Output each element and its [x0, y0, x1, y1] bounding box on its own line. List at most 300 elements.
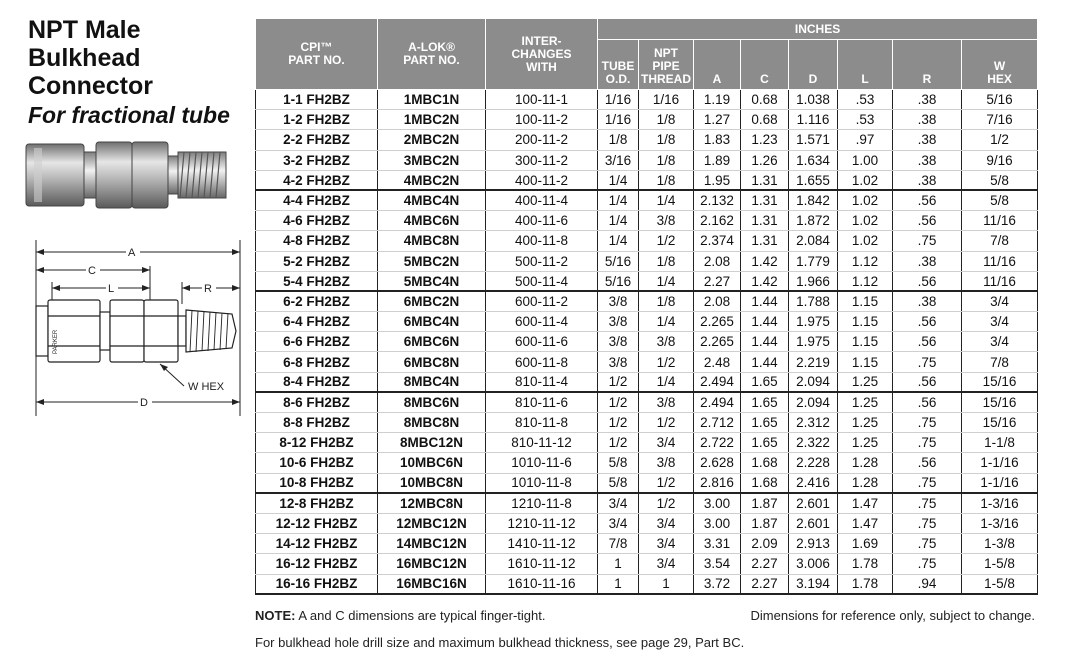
- header-r: R: [893, 40, 962, 90]
- table-cell: 5-2 FH2BZ: [256, 251, 378, 271]
- table-cell: 600-11-8: [486, 352, 598, 372]
- table-cell: 1.65: [741, 372, 789, 392]
- table-cell: 1010-11-8: [486, 473, 598, 493]
- table-row: [256, 271, 1038, 291]
- table-cell: 5-4 FH2BZ: [256, 271, 378, 291]
- table-cell: 1.69: [838, 534, 893, 554]
- table-row: [256, 332, 1038, 352]
- table-cell: 16-16 FH2BZ: [256, 574, 378, 594]
- table-cell: 1.655: [789, 170, 838, 190]
- table-cell: 1/8: [639, 150, 694, 170]
- table-cell: 1/2: [639, 231, 694, 251]
- table-cell: 2.228: [789, 453, 838, 473]
- header-d: D: [789, 40, 838, 90]
- table-cell: 1-3/8: [962, 534, 1038, 554]
- table-cell: 2.265: [694, 332, 741, 352]
- table-cell: 11/16: [962, 271, 1038, 291]
- table-cell: 15/16: [962, 392, 1038, 412]
- note-finger-tight: [255, 608, 545, 623]
- table-cell: 1410-11-12: [486, 534, 598, 554]
- table-cell: 10MBC8N: [378, 473, 486, 493]
- table-row: [256, 534, 1038, 554]
- table-cell: 1.31: [741, 170, 789, 190]
- table-cell: 5/16: [598, 251, 639, 271]
- table-cell: 2MBC2N: [378, 130, 486, 150]
- table-cell: .56: [893, 372, 962, 392]
- table-cell: 6-8 FH2BZ: [256, 352, 378, 372]
- table-row: [256, 473, 1038, 493]
- table-cell: 12-8 FH2BZ: [256, 493, 378, 513]
- table-cell: 600-11-6: [486, 332, 598, 352]
- table-cell: 810-11-12: [486, 433, 598, 453]
- table-cell: 1/4: [639, 190, 694, 210]
- table-cell: 1/2: [639, 493, 694, 513]
- table-cell: 8-8 FH2BZ: [256, 413, 378, 433]
- table-cell: 1/2: [639, 473, 694, 493]
- table-cell: 2.27: [741, 574, 789, 594]
- table-cell: 1.44: [741, 291, 789, 311]
- table-cell: 2.494: [694, 372, 741, 392]
- table-cell: 3/4: [598, 513, 639, 533]
- table-cell: 3.00: [694, 513, 741, 533]
- table-cell: 2.094: [789, 372, 838, 392]
- table-cell: 1.44: [741, 312, 789, 332]
- table-cell: 1.25: [838, 392, 893, 412]
- table-cell: .75: [893, 433, 962, 453]
- table-row: [256, 554, 1038, 574]
- table-cell: 400-11-6: [486, 211, 598, 231]
- table-row: [256, 372, 1038, 392]
- table-cell: 1.12: [838, 271, 893, 291]
- table-cell: 2.628: [694, 453, 741, 473]
- table-cell: 4-6 FH2BZ: [256, 211, 378, 231]
- table-cell: 2.08: [694, 251, 741, 271]
- table-cell: 1/2: [598, 392, 639, 412]
- table-cell: 2.08: [694, 291, 741, 311]
- table-cell: 3/4: [639, 534, 694, 554]
- table-cell: 1/16: [598, 110, 639, 130]
- table-cell: .75: [893, 554, 962, 574]
- table-cell: 1.788: [789, 291, 838, 311]
- table-cell: 1.02: [838, 190, 893, 210]
- table-cell: 4MBC6N: [378, 211, 486, 231]
- table-cell: 2.27: [694, 271, 741, 291]
- note-label: NOTE:: [255, 608, 296, 623]
- table-cell: 6MBC6N: [378, 332, 486, 352]
- table-cell: 1.975: [789, 332, 838, 352]
- table-cell: 1-1/8: [962, 433, 1038, 453]
- table-cell: 3-2 FH2BZ: [256, 150, 378, 170]
- table-cell: 3/16: [598, 150, 639, 170]
- table-cell: 1-3/16: [962, 493, 1038, 513]
- table-cell: 2.27: [741, 554, 789, 574]
- table-cell: 5/16: [598, 271, 639, 291]
- table-cell: 3/8: [639, 392, 694, 412]
- table-cell: 3/4: [639, 554, 694, 574]
- header-c: C: [741, 40, 789, 90]
- table-cell: 4-4 FH2BZ: [256, 190, 378, 210]
- title-block: [28, 16, 253, 130]
- table-cell: 1.28: [838, 453, 893, 473]
- table-cell: 12MBC8N: [378, 493, 486, 513]
- table-cell: 1.87: [741, 513, 789, 533]
- table-cell: 10-6 FH2BZ: [256, 453, 378, 473]
- table-cell: 1.31: [741, 211, 789, 231]
- table-cell: 3.006: [789, 554, 838, 574]
- table-cell: 2-2 FH2BZ: [256, 130, 378, 150]
- table-cell: 8-12 FH2BZ: [256, 433, 378, 453]
- table-cell: 5MBC4N: [378, 271, 486, 291]
- table-cell: 1.78: [838, 554, 893, 574]
- table-cell: 3/8: [639, 453, 694, 473]
- table-cell: 1.00: [838, 150, 893, 170]
- table-cell: 200-11-2: [486, 130, 598, 150]
- table-cell: 1-2 FH2BZ: [256, 110, 378, 130]
- table-cell: 300-11-2: [486, 150, 598, 170]
- table-cell: 1MBC1N: [378, 90, 486, 110]
- table-cell: 2.09: [741, 534, 789, 554]
- table-cell: 6-2 FH2BZ: [256, 291, 378, 311]
- page-title-line-1: NPT Male: [28, 16, 141, 44]
- table-cell: 1/8: [639, 170, 694, 190]
- table-cell: .38: [893, 170, 962, 190]
- table-cell: 3/8: [598, 291, 639, 311]
- table-cell: 4-8 FH2BZ: [256, 231, 378, 251]
- table-cell: 3.54: [694, 554, 741, 574]
- table-cell: 11/16: [962, 251, 1038, 271]
- table-cell: 1/2: [598, 433, 639, 453]
- table-cell: 6-6 FH2BZ: [256, 332, 378, 352]
- table-cell: 0.68: [741, 110, 789, 130]
- table-cell: 500-11-4: [486, 271, 598, 291]
- table-cell: 3/4: [962, 291, 1038, 311]
- table-cell: 1/8: [639, 130, 694, 150]
- table-cell: 1/8: [639, 251, 694, 271]
- table-row: [256, 150, 1038, 170]
- table-cell: 3/8: [598, 312, 639, 332]
- table-cell: 7/8: [962, 352, 1038, 372]
- table-cell: .53: [838, 110, 893, 130]
- table-cell: 1.65: [741, 413, 789, 433]
- table-cell: 2.132: [694, 190, 741, 210]
- table-cell: 2.265: [694, 312, 741, 332]
- table-cell: 1/4: [598, 170, 639, 190]
- table-cell: 2.601: [789, 513, 838, 533]
- table-cell: 3/8: [639, 211, 694, 231]
- table-cell: 1.83: [694, 130, 741, 150]
- table-cell: 2.601: [789, 493, 838, 513]
- table-cell: 3/4: [639, 433, 694, 453]
- table-cell: 3/8: [598, 352, 639, 372]
- header-cpi-part: CPI™ PART NO.: [256, 19, 378, 90]
- table-cell: .38: [893, 251, 962, 271]
- dim-label-d: D: [140, 397, 148, 409]
- table-row: [256, 392, 1038, 412]
- table-body: [256, 90, 1038, 595]
- table-cell: 1.42: [741, 251, 789, 271]
- table-cell: 600-11-2: [486, 291, 598, 311]
- table-cell: 1/2: [639, 352, 694, 372]
- table-cell: .56: [893, 312, 962, 332]
- dim-label-c: C: [88, 265, 96, 277]
- table-cell: 400-11-4: [486, 190, 598, 210]
- note-text: A and C dimensions are typical finger-tight.: [295, 608, 546, 623]
- table-cell: 1-1/16: [962, 453, 1038, 473]
- table-cell: 1: [598, 574, 639, 594]
- table-cell: 10MBC6N: [378, 453, 486, 473]
- header-alok-part: A-LOK® PART NO.: [378, 19, 486, 90]
- table-cell: 1.31: [741, 231, 789, 251]
- table-cell: 1.12: [838, 251, 893, 271]
- table-row: [256, 574, 1038, 594]
- table-cell: 5/8: [962, 190, 1038, 210]
- table-cell: 15/16: [962, 372, 1038, 392]
- table-cell: 1.571: [789, 130, 838, 150]
- table-cell: 12-12 FH2BZ: [256, 513, 378, 533]
- table-row: [256, 291, 1038, 311]
- table-cell: 1.31: [741, 190, 789, 210]
- table-cell: .97: [838, 130, 893, 150]
- table-cell: 1.15: [838, 312, 893, 332]
- table-cell: 400-11-8: [486, 231, 598, 251]
- spec-table: [255, 18, 1038, 595]
- table-cell: 1-5/8: [962, 554, 1038, 574]
- table-cell: 5/8: [598, 473, 639, 493]
- table-cell: 2.084: [789, 231, 838, 251]
- table-cell: 4MBC2N: [378, 170, 486, 190]
- table-cell: .75: [893, 513, 962, 533]
- diagram-fitting-outline: [36, 300, 236, 362]
- table-cell: .75: [893, 352, 962, 372]
- table-row: [256, 312, 1038, 332]
- table-row: [256, 493, 1038, 513]
- table-cell: 1.15: [838, 332, 893, 352]
- table-cell: .53: [838, 90, 893, 110]
- table-row: [256, 110, 1038, 130]
- table-cell: 1: [639, 574, 694, 594]
- page-subtitle: For fractional tube: [28, 102, 230, 128]
- header-w-hex: W HEX: [962, 40, 1038, 90]
- table-cell: 7/8: [962, 231, 1038, 251]
- table-cell: 1-1/16: [962, 473, 1038, 493]
- table-cell: 1/2: [962, 130, 1038, 150]
- table-cell: .56: [893, 453, 962, 473]
- table-row: [256, 453, 1038, 473]
- table-cell: 16MBC16N: [378, 574, 486, 594]
- table-cell: 1.27: [694, 110, 741, 130]
- table-cell: 16-12 FH2BZ: [256, 554, 378, 574]
- table-cell: 6MBC8N: [378, 352, 486, 372]
- table-cell: 1.44: [741, 332, 789, 352]
- table-cell: 1210-11-12: [486, 513, 598, 533]
- table-cell: 2.094: [789, 392, 838, 412]
- table-cell: 1.15: [838, 352, 893, 372]
- table-cell: 1.15: [838, 291, 893, 311]
- table-cell: 1/16: [639, 90, 694, 110]
- table-cell: 1/8: [639, 110, 694, 130]
- table-cell: 2.416: [789, 473, 838, 493]
- table-row: [256, 170, 1038, 190]
- table-cell: 9/16: [962, 150, 1038, 170]
- table-cell: 12MBC12N: [378, 513, 486, 533]
- table-cell: 1.23: [741, 130, 789, 150]
- table-cell: 5MBC2N: [378, 251, 486, 271]
- table-cell: 14-12 FH2BZ: [256, 534, 378, 554]
- table-cell: 1/2: [598, 413, 639, 433]
- table-cell: .94: [893, 574, 962, 594]
- note-reference: Dimensions for reference only, subject to change.: [750, 608, 1035, 623]
- table-cell: 8MBC6N: [378, 392, 486, 412]
- table-cell: 3.00: [694, 493, 741, 513]
- table-cell: 16MBC12N: [378, 554, 486, 574]
- table-cell: 1210-11-8: [486, 493, 598, 513]
- table-cell: 2.816: [694, 473, 741, 493]
- table-row: [256, 513, 1038, 533]
- table-cell: 3/4: [598, 493, 639, 513]
- table-cell: 1.634: [789, 150, 838, 170]
- table-cell: .38: [893, 110, 962, 130]
- table-cell: 1/8: [639, 291, 694, 311]
- table-cell: 1.975: [789, 312, 838, 332]
- table-cell: 3.72: [694, 574, 741, 594]
- dim-label-a: A: [128, 247, 136, 259]
- table-cell: .38: [893, 150, 962, 170]
- table-cell: 1.68: [741, 473, 789, 493]
- table-cell: 8MBC4N: [378, 372, 486, 392]
- table-cell: 1-1 FH2BZ: [256, 90, 378, 110]
- table-cell: .75: [893, 413, 962, 433]
- table-cell: .38: [893, 130, 962, 150]
- table-cell: 5/8: [962, 170, 1038, 190]
- table-cell: 1.25: [838, 372, 893, 392]
- table-cell: 810-11-8: [486, 413, 598, 433]
- table-cell: 1/4: [639, 271, 694, 291]
- table-cell: 1.966: [789, 271, 838, 291]
- table-cell: 4MBC8N: [378, 231, 486, 251]
- table-row: [256, 433, 1038, 453]
- table-cell: 3/4: [639, 513, 694, 533]
- dim-label-r: R: [204, 283, 212, 295]
- table-cell: 1.65: [741, 392, 789, 412]
- table-cell: 2.48: [694, 352, 741, 372]
- table-cell: 1.47: [838, 513, 893, 533]
- table-cell: 1.42: [741, 271, 789, 291]
- dimension-diagram: [22, 232, 244, 422]
- page-title-line-2: Bulkhead: [28, 44, 141, 72]
- table-row: [256, 90, 1038, 110]
- table-cell: 1/8: [598, 130, 639, 150]
- table-cell: 2.913: [789, 534, 838, 554]
- connector-photo: [22, 138, 232, 218]
- table-cell: 1.68: [741, 453, 789, 473]
- table-cell: 1.95: [694, 170, 741, 190]
- table-cell: 2.374: [694, 231, 741, 251]
- table-cell: 1/4: [639, 372, 694, 392]
- table-cell: 4MBC4N: [378, 190, 486, 210]
- table-cell: 4-2 FH2BZ: [256, 170, 378, 190]
- table-cell: 5/8: [598, 453, 639, 473]
- table-cell: 3MBC2N: [378, 150, 486, 170]
- table-row: [256, 251, 1038, 271]
- table-cell: 1.038: [789, 90, 838, 110]
- table-cell: .56: [893, 190, 962, 210]
- table-cell: 1610-11-16: [486, 574, 598, 594]
- table-cell: 15/16: [962, 413, 1038, 433]
- table-cell: 10-8 FH2BZ: [256, 473, 378, 493]
- header-interchanges: INTER- CHANGES WITH: [486, 19, 598, 90]
- table-cell: 1/2: [598, 372, 639, 392]
- table-cell: 8MBC8N: [378, 413, 486, 433]
- table-cell: 810-11-4: [486, 372, 598, 392]
- table-cell: 3/8: [598, 332, 639, 352]
- header-tube-od: TUBE O.D.: [598, 40, 639, 90]
- table-cell: 1.872: [789, 211, 838, 231]
- table-cell: 2.722: [694, 433, 741, 453]
- table-cell: 2.712: [694, 413, 741, 433]
- table-cell: 3/8: [639, 332, 694, 352]
- table-cell: 2.494: [694, 392, 741, 412]
- table-cell: 1/2: [639, 413, 694, 433]
- table-cell: 2.219: [789, 352, 838, 372]
- dim-label-l: L: [108, 283, 115, 295]
- table-row: [256, 231, 1038, 251]
- table-cell: .56: [893, 211, 962, 231]
- table-row: [256, 211, 1038, 231]
- table-cell: 2.322: [789, 433, 838, 453]
- table-cell: 1/16: [598, 90, 639, 110]
- table-cell: 1-3/16: [962, 513, 1038, 533]
- table-cell: 1.47: [838, 493, 893, 513]
- table-row: [256, 413, 1038, 433]
- table-cell: 5/16: [962, 90, 1038, 110]
- header-npt-thread: NPT PIPE THREAD: [639, 40, 694, 90]
- table-cell: 1.26: [741, 150, 789, 170]
- table-cell: 1.78: [838, 574, 893, 594]
- table-cell: .75: [893, 534, 962, 554]
- table-cell: 1.87: [741, 493, 789, 513]
- header-inches: INCHES: [598, 19, 1038, 40]
- table-cell: 3/4: [962, 312, 1038, 332]
- table-cell: 1.89: [694, 150, 741, 170]
- table-cell: 2.162: [694, 211, 741, 231]
- table-cell: 6MBC4N: [378, 312, 486, 332]
- table-cell: 7/16: [962, 110, 1038, 130]
- table-cell: 6-4 FH2BZ: [256, 312, 378, 332]
- header-l: L: [838, 40, 893, 90]
- table-cell: 0.68: [741, 90, 789, 110]
- table-cell: 100-11-2: [486, 110, 598, 130]
- brand-mark: PARKER: [53, 329, 59, 354]
- note-bulkhead: For bulkhead hole drill size and maximum bulkhead thickness, see page 29, Part BC.: [255, 635, 745, 650]
- table-cell: .38: [893, 90, 962, 110]
- table-cell: 1.779: [789, 251, 838, 271]
- table-cell: 810-11-6: [486, 392, 598, 412]
- table-cell: 1.842: [789, 190, 838, 210]
- table-cell: 1.02: [838, 231, 893, 251]
- table-row: [256, 352, 1038, 372]
- table-cell: 8-4 FH2BZ: [256, 372, 378, 392]
- table-cell: .56: [893, 392, 962, 412]
- table-cell: 1-5/8: [962, 574, 1038, 594]
- table-cell: .56: [893, 332, 962, 352]
- table-cell: .38: [893, 291, 962, 311]
- table-cell: 100-11-1: [486, 90, 598, 110]
- table-cell: 1.25: [838, 433, 893, 453]
- table-cell: 2.312: [789, 413, 838, 433]
- table-cell: 1.02: [838, 211, 893, 231]
- table-cell: 1MBC2N: [378, 110, 486, 130]
- table-cell: 1/4: [598, 190, 639, 210]
